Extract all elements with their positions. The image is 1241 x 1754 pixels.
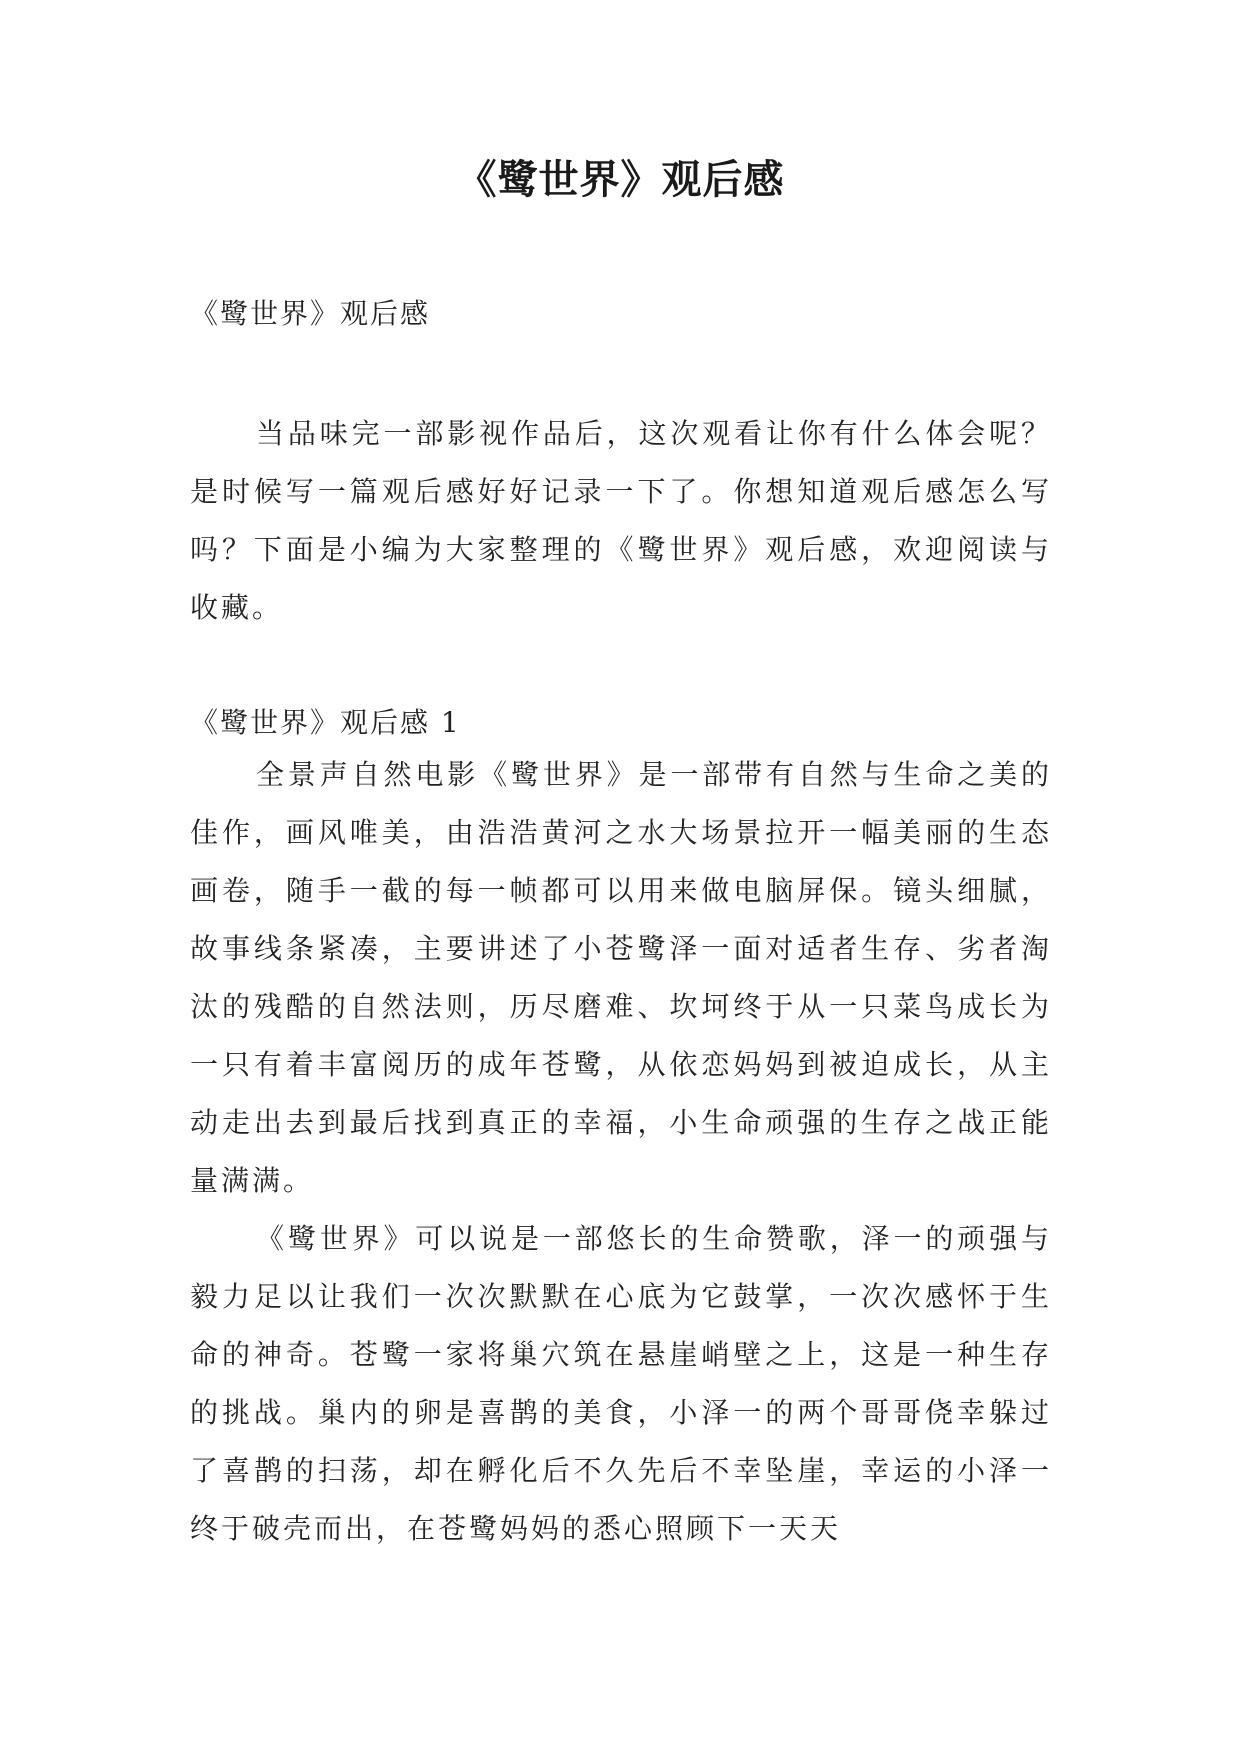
- document-title: 《鹭世界》观后感: [456, 156, 785, 203]
- intro-paragraph: 当品味完一部影视作品后，这次观看让你有什么体会呢？是时候写一篇观后感好好记录一下了。你想知道观后感怎么写吗？下面是小编为大家整理的《鹭世界》观后感，欢迎阅读与收藏。: [190, 417, 1052, 624]
- section-1: [190, 700, 1052, 1558]
- body-paragraph: 《鹭世界》可以说是一部悠长的生命赞歌，泽一的顽强与毅力足以让我们一次次默默在心底为它鼓掌，一次次感怀于生命的神奇。苍鹭一家将巢穴筑在悬崖峭壁之上，这是一种生存的挑战。巢内的卵是喜鹊的美食，小泽一的两个哥哥侥幸躲过了喜鹊的扫荡，却在孵化后不久先后不幸坠崖，幸运的小泽一终于破壳而出，在苍鹭妈妈的悉心照顾下一天天: [190, 1222, 1052, 1545]
- section-heading: 《鹭世界》观后感 1: [190, 706, 461, 739]
- body-paragraph: 全景声自然电影《鹭世界》是一部带有自然与生命之美的佳作，画风唯美，由浩浩黄河之水大场景拉开一幅美丽的生态画卷，随手一截的每一帧都可以用来做电脑屏保。镜头细腻，故事线条紧凑，主要讲述了小苍鹭泽一面对适者生存、劣者淘汰的残酷的自然法则，历尽磨难、坎坷终于从一只菜鸟成长为一只有着丰富阅历的成年苍鹭，从依恋妈妈到被迫成长，从主动走出去到最后找到真正的幸福，小生命顽强的生存之战正能量满满。: [190, 758, 1052, 1197]
- document-subtitle: 《鹭世界》观后感: [190, 297, 431, 330]
